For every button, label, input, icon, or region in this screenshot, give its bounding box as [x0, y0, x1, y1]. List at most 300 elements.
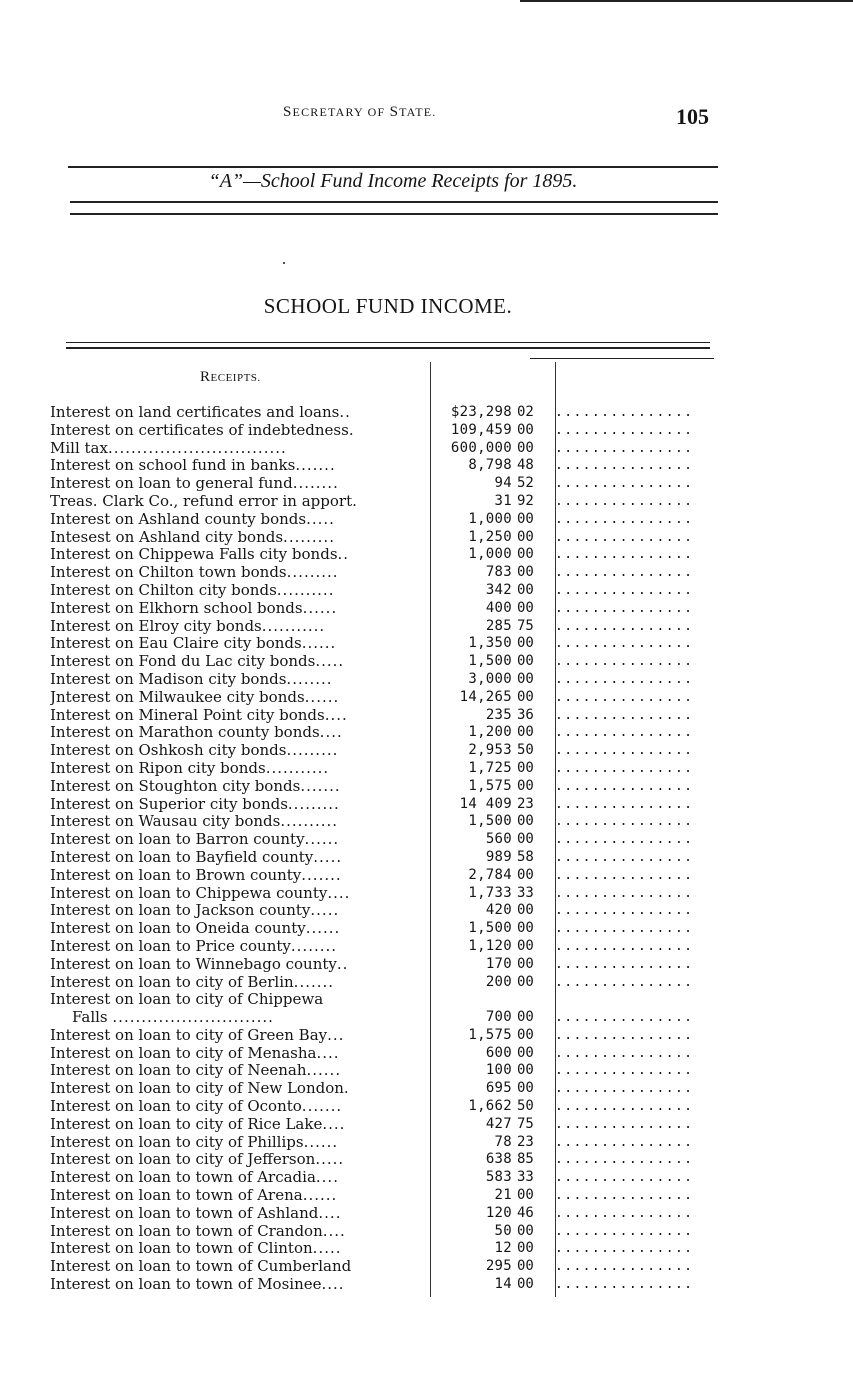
amount-dollars: 78	[494, 1133, 512, 1150]
table-row	[50, 1223, 710, 1241]
leader-dots: .........	[287, 795, 340, 813]
empty-column-leader-dots: ...............	[555, 440, 694, 456]
amount-cents: 00	[517, 1026, 534, 1043]
table-row	[50, 1027, 710, 1045]
amount-cents: 58	[517, 848, 534, 865]
amount-cents: 00	[517, 973, 534, 990]
receipt-description: Interest on loan to town of Arena......	[50, 1187, 338, 1205]
empty-column-leader-dots: ...............	[555, 725, 694, 741]
table-row	[50, 1258, 710, 1276]
amount-cents: 00	[517, 599, 534, 616]
table-row	[50, 1187, 710, 1205]
empty-column-leader-dots: ...............	[555, 458, 694, 474]
empty-column-leader-dots: ...............	[555, 529, 694, 545]
receipt-description: Interest on loan to Price county........	[50, 937, 338, 955]
amount-cents: 00	[517, 813, 534, 830]
amount-dollars: 200	[485, 973, 512, 990]
leader-dots: ..	[339, 404, 351, 421]
receipt-description: Interest on certificates of indebtedness.	[50, 421, 355, 439]
amount-dollars: 1,500	[468, 920, 512, 937]
empty-column-leader-dots: ...............	[555, 938, 694, 954]
leader-dots: ........	[290, 937, 338, 955]
leader-dots: ...	[327, 1026, 345, 1044]
receipt-description: Interest on loan to town of Clinton.....	[50, 1240, 342, 1258]
table-row	[50, 1045, 710, 1063]
leader-dots: .....	[310, 902, 340, 920]
empty-column-leader-dots: ...............	[555, 547, 694, 563]
receipt-description: Interest on land certificates and loans..	[50, 404, 351, 421]
leader-dots: .........	[286, 742, 339, 760]
amount-cents: 75	[517, 617, 534, 634]
leader-dots: ............................	[112, 1009, 274, 1027]
amount-dollars: 1,500	[468, 813, 512, 830]
table-row	[50, 475, 710, 493]
amount-dollars: 1,000	[468, 510, 512, 527]
receipt-description: Interest on Ashland county bonds.....	[50, 510, 335, 528]
amount-dollars: 109,459	[450, 421, 512, 438]
leader-dots: ....	[315, 1169, 339, 1187]
table-title: “A”—School Fund Income Receipts for 1895.	[208, 170, 578, 192]
amount-dollars: 1,000	[468, 546, 512, 563]
section-rule-bottom	[66, 347, 710, 349]
receipt-description: Interest on loan to city of Chippewa Falls ............................	[50, 991, 324, 1027]
leader-dots: ......	[304, 688, 340, 706]
amount-dollars: 12	[494, 1240, 512, 1257]
amount-cents: 00	[517, 1187, 534, 1204]
leader-dots: .....	[315, 653, 345, 671]
amount-cents: 00	[517, 670, 534, 687]
amount-dollars: 427	[485, 1115, 512, 1132]
empty-column-leader-dots: ...............	[555, 885, 694, 901]
amount-cents: 75	[517, 1115, 534, 1132]
table-row	[50, 831, 710, 849]
empty-column-leader-dots: ...............	[555, 422, 694, 438]
receipt-description: Interest on loan to city of Oconto.......	[50, 1098, 343, 1116]
table-row	[50, 1276, 710, 1294]
empty-column-leader-dots: ...............	[555, 707, 694, 723]
leader-dots: .......	[301, 1098, 343, 1116]
leader-dots: .........	[286, 564, 339, 582]
amount-dollars: 8,798	[468, 457, 512, 474]
empty-column-leader-dots: ...............	[555, 1223, 694, 1239]
table-row	[50, 582, 710, 600]
amount-dollars: 1,120	[468, 937, 512, 954]
empty-column-leader-dots: ...............	[555, 1063, 694, 1079]
amount-cents: 23	[517, 795, 534, 812]
amount-cents: 00	[517, 528, 534, 545]
amount-dollars: 14	[494, 1276, 512, 1293]
amount-dollars: 21	[494, 1187, 512, 1204]
leader-dots: ......	[301, 635, 337, 653]
leader-dots: ...........	[261, 617, 326, 635]
table-row	[50, 618, 710, 636]
amount-cents: 00	[517, 688, 534, 705]
amount-cents: 36	[517, 706, 534, 723]
leader-dots: ....	[319, 724, 343, 742]
leader-dots: ....	[322, 1115, 346, 1133]
column-header-receipts: RECEIPTS.	[200, 369, 261, 385]
empty-column-leader-dots: ...............	[555, 921, 694, 937]
table-row	[50, 689, 710, 707]
receipt-description: Interest on loan to town of Cumberland	[50, 1258, 352, 1276]
empty-column-leader-dots: ...............	[555, 903, 694, 919]
amount-cents: 00	[517, 831, 534, 848]
amount-cents: 92	[517, 492, 534, 509]
amount-dollars: 1,575	[468, 777, 512, 794]
leader-dots: ..	[337, 546, 350, 564]
amount-cents: 48	[517, 457, 534, 474]
receipt-description: Interest on loan to town of Crandon....	[50, 1222, 346, 1240]
empty-column-leader-dots: ...............	[555, 1116, 694, 1132]
amount-cents: 33	[517, 884, 534, 901]
amount-cents: 00	[517, 724, 534, 741]
leader-dots: ......	[303, 1133, 339, 1151]
receipt-description: Interest on loan to Bayfield county.....	[50, 848, 343, 866]
amount-cents: 00	[517, 421, 534, 438]
amount-cents: 50	[517, 742, 534, 759]
leader-dots: ....	[324, 706, 348, 724]
receipts-list	[50, 404, 710, 1294]
table-row	[50, 1116, 710, 1134]
amount-dollars: 638	[485, 1151, 512, 1168]
empty-column-leader-dots: ...............	[555, 476, 694, 492]
leader-dots: ..	[336, 955, 349, 973]
page-number: 105	[676, 104, 709, 129]
receipt-description: Interest on loan to general fund........	[50, 475, 339, 493]
leader-dots: ........	[292, 475, 339, 493]
amount-dollars: 1,200	[468, 724, 512, 741]
amount-dollars: 235	[485, 706, 512, 723]
table-row	[50, 600, 710, 618]
leader-dots: ....	[318, 1204, 342, 1222]
amount-cents: 00	[517, 581, 534, 598]
amount-dollars: 400	[485, 599, 512, 616]
leader-dots: ....	[316, 1044, 340, 1062]
receipt-description: Interest on Eau Claire city bonds......	[50, 635, 337, 653]
amount-dollars: 285	[485, 617, 512, 634]
empty-column-leader-dots: ...............	[555, 814, 694, 830]
leader-dots: .........	[283, 528, 335, 546]
empty-column-leader-dots: ...............	[555, 618, 694, 634]
table-row	[50, 511, 710, 529]
receipt-description: Interest on Superior city bonds.........	[50, 795, 340, 813]
receipt-description: Interest on loan to Barron county......	[50, 831, 340, 849]
amount-cents: 00	[517, 866, 534, 883]
table-row	[50, 440, 710, 458]
receipt-description: Interest on Marathon county bonds....	[50, 724, 343, 742]
receipt-description: Intesest on Ashland city bonds.........	[50, 528, 335, 546]
receipt-description: Interest on Stoughton city bonds.......	[50, 777, 341, 795]
receipt-description: Interest on school fund in banks.......	[50, 457, 336, 475]
amount-dollars: 695	[485, 1080, 512, 1097]
table-row	[50, 546, 710, 564]
receipt-description: Interest on Fond du Lac city bonds.....	[50, 653, 345, 671]
table-row	[50, 956, 710, 974]
empty-column-leader-dots: ...............	[555, 405, 694, 420]
amount-cents: 00	[517, 1080, 534, 1097]
table-row	[50, 974, 710, 992]
amount-dollars: 560	[485, 831, 512, 848]
title-rule-top	[68, 166, 718, 168]
empty-column-leader-dots: ...............	[555, 493, 694, 509]
receipt-description: Interest on loan to city of Green Bay...	[50, 1026, 345, 1044]
receipt-description: Interest on Elkhorn school bonds......	[50, 599, 338, 617]
receipt-description: Interest on Elroy city bonds...........	[50, 617, 326, 635]
table-row	[50, 885, 710, 903]
leader-dots: ...............................	[107, 439, 287, 457]
table-row	[50, 707, 710, 725]
receipt-description: Interest on loan to Oneida county......	[50, 920, 341, 938]
leader-dots: ......	[304, 831, 340, 849]
amount-cents: 46	[517, 1204, 534, 1221]
receipt-description: Interest on loan to town of Mosinee....	[50, 1276, 345, 1294]
receipt-description: Interest on loan to city of Neenah......	[50, 1062, 342, 1080]
table-row	[50, 760, 710, 778]
empty-column-leader-dots: ...............	[555, 743, 694, 759]
amount-dollars: 50	[494, 1222, 512, 1239]
empty-column-leader-dots: ...............	[555, 1152, 694, 1168]
amount-cents: 85	[517, 1151, 534, 1168]
amount-dollars: 295	[485, 1258, 512, 1275]
empty-column-leader-dots: ...............	[555, 1170, 694, 1186]
section-rule-right	[530, 358, 714, 359]
empty-column-leader-dots: ...............	[555, 565, 694, 581]
amount-dollars: 94	[494, 475, 512, 492]
table-row	[50, 1169, 710, 1187]
empty-column-leader-dots: ...............	[555, 778, 694, 794]
empty-column-leader-dots: ...............	[555, 974, 694, 990]
table-row	[50, 635, 710, 653]
leader-dots: ......	[306, 1062, 342, 1080]
amount-dollars: 1,500	[468, 653, 512, 670]
amount-cents: 00	[517, 653, 534, 670]
table-row	[50, 404, 710, 422]
receipt-description: Interest on loan to town of Arcadia....	[50, 1169, 339, 1187]
amount-dollars: 583	[485, 1169, 512, 1186]
amount-dollars: 3,000	[468, 670, 512, 687]
empty-column-leader-dots: ...............	[555, 671, 694, 687]
leader-dots: .	[348, 421, 355, 439]
amount-cents: 00	[517, 1222, 534, 1239]
table-row	[50, 742, 710, 760]
amount-dollars: 1,662	[468, 1098, 512, 1115]
table-row	[50, 493, 710, 511]
leader-dots: ..........	[280, 813, 339, 831]
receipt-description: Interest on loan to Jackson county.....	[50, 902, 340, 920]
amount-cents: 00	[517, 1044, 534, 1061]
leader-dots: ....	[327, 884, 351, 902]
empty-column-leader-dots: ...............	[555, 1134, 694, 1150]
leader-dots: ....	[322, 1222, 346, 1240]
table-row	[50, 1151, 710, 1169]
leader-dots: .......	[300, 777, 341, 795]
amount-dollars: 1,350	[468, 635, 512, 652]
amount-cents: 00	[517, 1009, 534, 1026]
receipt-description: Interest on Chilton city bonds..........	[50, 581, 335, 599]
table-row	[50, 457, 710, 475]
amount-cents: 52	[517, 475, 534, 492]
amount-cents: 00	[517, 955, 534, 972]
amount-dollars: 2,953	[468, 742, 512, 759]
amount-cents: 00	[517, 439, 534, 456]
receipt-description: Jnterest on Milwaukee city bonds......	[50, 688, 340, 706]
table-row	[50, 564, 710, 582]
section-title: SCHOOL FUND INCOME.	[263, 294, 513, 318]
table-row	[50, 422, 710, 440]
amount-dollars: 600	[485, 1044, 512, 1061]
amount-dollars: 1,733	[468, 884, 512, 901]
table-row	[50, 653, 710, 671]
amount-cents: 50	[517, 1098, 534, 1115]
receipt-description: Interest on loan to Chippewa county....	[50, 884, 351, 902]
amount-dollars: 342	[485, 581, 512, 598]
leader-dots: ...........	[265, 759, 330, 777]
empty-column-leader-dots: ...............	[555, 760, 694, 776]
amount-dollars: 420	[485, 902, 512, 919]
table-row	[50, 1098, 710, 1116]
empty-column-leader-dots: ...............	[555, 1188, 694, 1204]
table-row	[50, 1240, 710, 1258]
leader-dots: .....	[313, 848, 343, 866]
receipt-description: Interest on loan to city of Phillips......	[50, 1133, 339, 1151]
amount-cents: 00	[517, 1062, 534, 1079]
stray-mark	[283, 262, 285, 264]
receipt-description: Interest on Madison city bonds........	[50, 670, 333, 688]
empty-column-leader-dots: ...............	[555, 689, 694, 705]
receipt-description: Mill tax...............................	[50, 439, 287, 457]
table-row	[50, 920, 710, 938]
empty-column-leader-dots: ...............	[555, 654, 694, 670]
amount-cents: 02	[517, 404, 534, 420]
receipt-description: Interest on loan to city of Jefferson.....	[50, 1151, 345, 1169]
leader-dots: ......	[302, 599, 338, 617]
empty-column-leader-dots: ...............	[555, 1241, 694, 1257]
empty-column-leader-dots: ...............	[555, 1259, 694, 1275]
table-row	[50, 1080, 710, 1098]
empty-column-leader-dots: ...............	[555, 1010, 694, 1026]
receipt-description: Interest on Oshkosh city bonds.........	[50, 742, 339, 760]
empty-column-leader-dots: ...............	[555, 1045, 694, 1061]
leader-dots: ......	[302, 1187, 338, 1205]
amount-dollars: 783	[485, 564, 512, 581]
running-head: SECRETARY OF STATE.	[283, 104, 437, 120]
empty-column-leader-dots: ...............	[555, 1205, 694, 1221]
amount-dollars: $23,298	[450, 404, 512, 420]
leader-dots: .......	[301, 866, 342, 884]
amount-dollars: 31	[494, 492, 512, 509]
empty-column-leader-dots: ...............	[555, 796, 694, 812]
title-rule-bottom	[70, 201, 718, 203]
receipt-description: Interest on loan to city of New London.	[50, 1080, 349, 1098]
amount-dollars: 600,000	[450, 439, 512, 456]
table-row	[50, 991, 710, 1027]
title-rule-bottom-2	[70, 213, 718, 215]
amount-cents: 00	[517, 564, 534, 581]
empty-column-leader-dots: ...............	[555, 1099, 694, 1115]
amount-cents: 00	[517, 777, 534, 794]
amount-cents: 00	[517, 510, 534, 527]
amount-dollars: 1,725	[468, 759, 512, 776]
receipt-description: Interest on Mineral Point city bonds....	[50, 706, 348, 724]
receipt-description: Treas. Clark Co., refund error in apport.	[50, 492, 357, 510]
empty-column-leader-dots: ...............	[555, 582, 694, 598]
empty-column-leader-dots: ...............	[555, 1277, 694, 1293]
leader-dots: ..........	[276, 581, 335, 599]
amount-dollars: 120	[485, 1204, 512, 1221]
table-row	[50, 796, 710, 814]
amount-dollars: 14,265	[459, 688, 512, 705]
table-row	[50, 671, 710, 689]
amount-cents: 00	[517, 920, 534, 937]
leader-dots: .....	[315, 1151, 345, 1169]
amount-dollars: 1,250	[468, 528, 512, 545]
amount-cents: 00	[517, 759, 534, 776]
table-row	[50, 902, 710, 920]
receipt-description: Interest on Ripon city bonds...........	[50, 759, 330, 777]
empty-column-leader-dots: ...............	[555, 832, 694, 848]
amount-dollars: 100	[485, 1062, 512, 1079]
table-row	[50, 529, 710, 547]
amount-cents: 00	[517, 937, 534, 954]
page-top-edge	[520, 0, 853, 2]
leader-dots: ......	[305, 920, 341, 938]
table-row	[50, 724, 710, 742]
receipt-description: Interest on Wausau city bonds..........	[50, 813, 339, 831]
leader-dots: ........	[286, 670, 333, 688]
leader-dots: .......	[293, 973, 335, 991]
table-row	[50, 1134, 710, 1152]
table-row	[50, 867, 710, 885]
table-row	[50, 849, 710, 867]
empty-column-leader-dots: ...............	[555, 867, 694, 883]
amount-cents: 00	[517, 902, 534, 919]
empty-column-leader-dots: ...............	[555, 849, 694, 865]
receipt-description: Interest on loan to Brown county.......	[50, 866, 342, 884]
table-row	[50, 938, 710, 956]
amount-cents: 00	[517, 1240, 534, 1257]
amount-cents: 00	[517, 546, 534, 563]
amount-dollars: 700	[485, 1009, 512, 1026]
amount-dollars: 989	[485, 848, 512, 865]
receipt-description: Interest on loan to city of Berlin.......	[50, 973, 335, 991]
receipt-description: Interest on Chilton town bonds.........	[50, 564, 339, 582]
leader-dots: .......	[295, 457, 336, 475]
leader-dots: .....	[306, 510, 335, 528]
empty-column-leader-dots: ...............	[555, 1081, 694, 1097]
leader-dots: .....	[312, 1240, 342, 1258]
section-rule-top	[66, 342, 710, 343]
amount-dollars: 1,575	[468, 1026, 512, 1043]
amount-cents: 23	[517, 1133, 534, 1150]
table-row	[50, 1062, 710, 1080]
table-row	[50, 778, 710, 796]
receipt-description: Interest on Chippewa Falls city bonds..	[50, 546, 350, 564]
amount-dollars: 14 409	[459, 795, 512, 812]
leader-dots: ....	[321, 1276, 345, 1294]
amount-cents: 00	[517, 635, 534, 652]
amount-dollars: 2,784	[468, 866, 512, 883]
amount-cents: 00	[517, 1258, 534, 1275]
receipt-description: Interest on loan to town of Ashland....	[50, 1204, 342, 1222]
amount-cents: 33	[517, 1169, 534, 1186]
table-row	[50, 813, 710, 831]
receipt-description: Interest on loan to city of Menasha....	[50, 1044, 340, 1062]
empty-column-leader-dots: ...............	[555, 636, 694, 652]
empty-column-leader-dots: ...............	[555, 600, 694, 616]
receipt-description: Interest on loan to Winnebago county..	[50, 955, 349, 973]
table-row	[50, 1205, 710, 1223]
amount-dollars: 170	[485, 955, 512, 972]
